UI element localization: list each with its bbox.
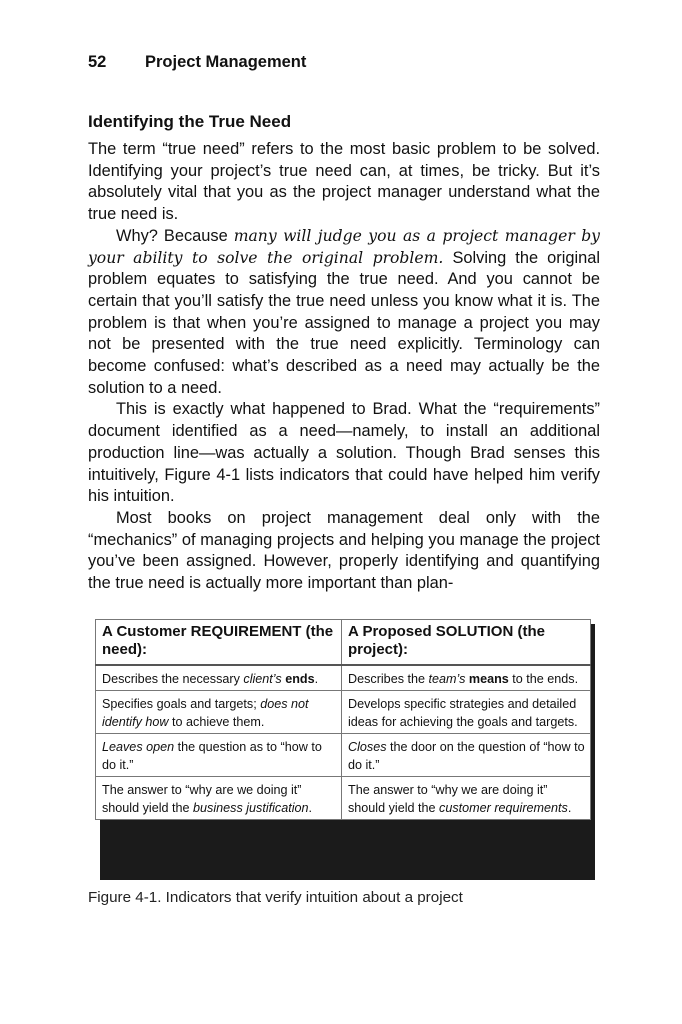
- paragraph-2-emphasis: many will judge you as a project manager by your ability to solve the original problem.: [88, 226, 600, 267]
- paragraph-2-rest: Solving the original problem equates to satisfying the true need. And you cannot be certain that you’ll satisfy the true need unless you know what it is. The problem is that when you’re assigned to manage a project you may not be presented with the true need explicitly. Terminology can become confused: what’s described as a need may actually be the solution to a need.: [88, 248, 600, 397]
- solution-cell: The answer to “why we are doing it” should yield the customer requirements.: [342, 777, 591, 820]
- solution-cell: Develops specific strategies and detailed ideas for achieving the goals and targets.: [342, 691, 591, 734]
- page-number: 52: [88, 53, 107, 71]
- requirement-cell: Specifies goals and targets; does not identify how to achieve them.: [96, 691, 342, 734]
- paragraph-3: This is exactly what happened to Brad. What the “requirements” document identified as a need—namely, to install an additional production line—was actually a solution. Though Brad senses this intuitively, Figure 4-1 lists indicators that could have helped him verify his intuition.: [88, 400, 600, 506]
- table-row: [96, 691, 591, 734]
- paragraph-2-lead: Why? Because: [116, 226, 234, 245]
- paragraph-2: [88, 226, 600, 400]
- section-heading: Identifying the True Need: [88, 112, 292, 131]
- requirement-cell: Describes the necessary client’s ends.: [96, 665, 342, 691]
- figure-4-1: [95, 619, 590, 875]
- requirement-column-header: A Customer REQUIREMENT (the need):: [96, 620, 342, 666]
- book-title: Project Management: [145, 53, 307, 71]
- figure-caption: Figure 4-1. Indicators that verify intuition about a project: [88, 889, 463, 906]
- requirement-cell: Leaves open the question as to “how to do it.”: [96, 734, 342, 777]
- requirement-cell: The answer to “why are we doing it” should yield the business justification.: [96, 777, 342, 820]
- table-row: [96, 665, 591, 691]
- paragraph-1: The term “true need” refers to the most basic problem to be solved. Identifying your project’s true need can, at times, be tricky. But it’s absolutely vital that you as the project manager understand what the true need is.: [88, 140, 600, 224]
- table-row: [96, 734, 591, 777]
- solution-column-header: A Proposed SOLUTION (the project):: [342, 620, 591, 666]
- paragraph-4: Most books on project management deal only with the “mechanics” of managing projects and helping you manage the project you’ve been assigned. However, properly identifying and quantifying the true need is actually more important than plan-: [88, 508, 600, 593]
- table-row: [96, 777, 591, 820]
- solution-cell: Describes the team’s means to the ends.: [342, 665, 591, 691]
- body-text: [88, 139, 600, 595]
- comparison-table: [95, 619, 591, 820]
- table-header-row: [96, 620, 591, 666]
- running-header: [88, 53, 306, 72]
- solution-cell: Closes the door on the question of “how to do it.”: [342, 734, 591, 777]
